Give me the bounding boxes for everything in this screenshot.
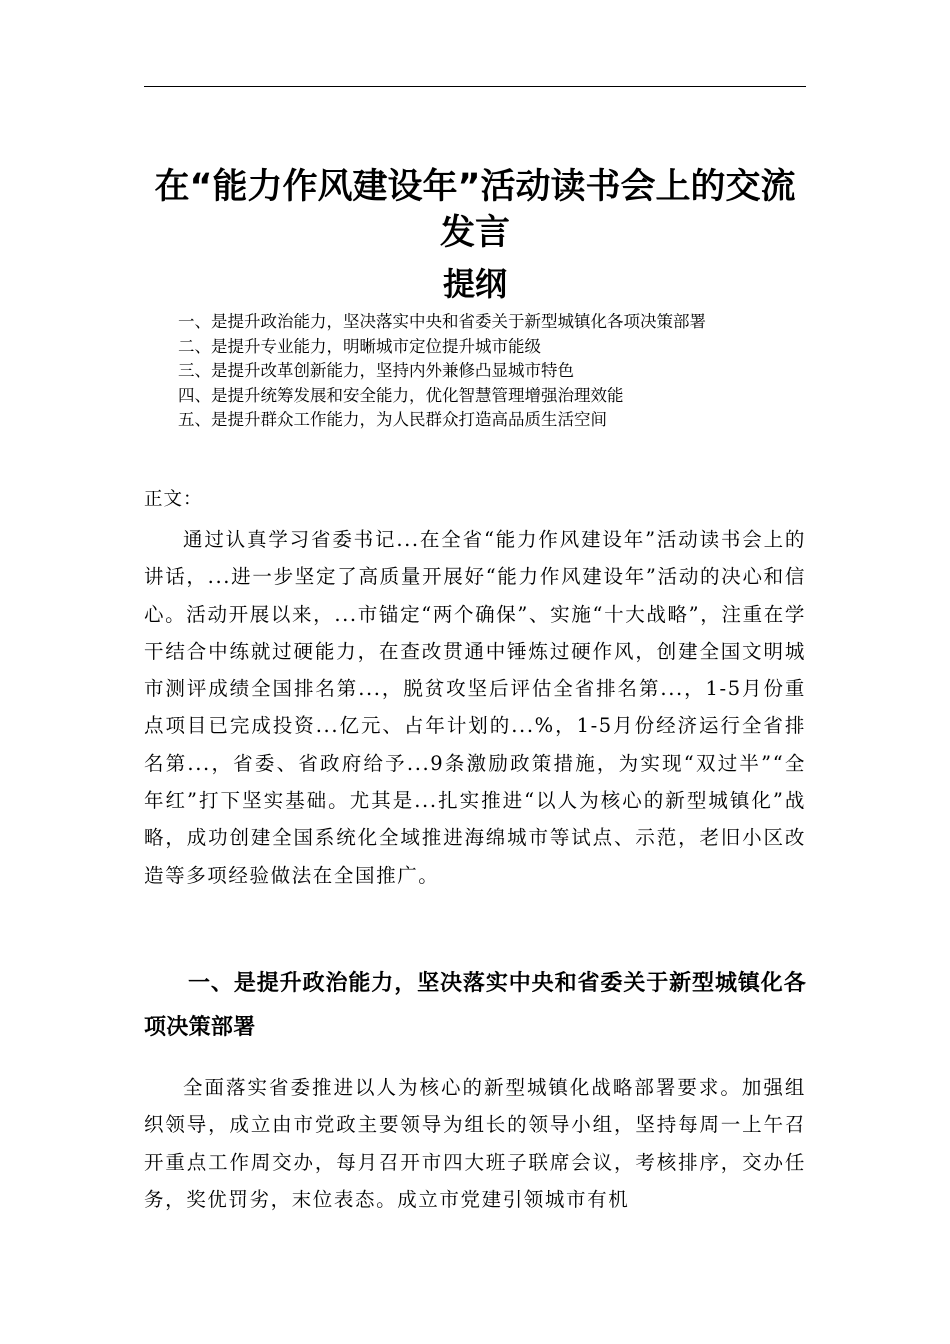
section-1-paragraph: 全面落实省委推进以人为核心的新型城镇化战略部署要求。加强组织领导，成立由市党政主要领导为组长的领导小组，坚持每周一上午召开重点工作周交办，每月召开市四大班子联席会议，考核排序，交办任务，奖优罚劣，末位表态。成立市党建引领城市有机 [144,1076,806,1211]
section-1-heading: 一、是提升政治能力，坚决落实中央和省委关于新型城镇化各项决策部署 [144,971,806,1040]
outline-item: 四、是提升统筹发展和安全能力，优化智慧管理增强治理效能 [178,385,624,405]
outline-item: 三、是提升改革创新能力，坚持内外兼修凸显城市特色 [178,361,574,380]
outline-item: 二、是提升专业能力，明晰城市定位提升城市能级 [178,336,541,356]
outline-item: 一、是提升政治能力，坚决落实中央和省委关于新型城镇化各项决策部署 [178,312,706,331]
outline-item: 五、是提升群众工作能力，为人民群众打造高品质生活空间 [178,410,607,429]
header-rule [144,86,806,87]
intro-paragraph: 通过认真学习省委书记...在全省“能力作风建设年”活动读书会上的讲话，...进一步坚定了高质量开展好“能力作风建设年”活动的决心和信心。活动开展以来，...市锚定“两个确保”、实施“十大战略”，注重在学干结合中练就过硬能力，在查改贯通中锤炼过硬作风，创建全国文明城市测评成绩全国排名第...，脱贫攻坚后评估全省排名第...，1-5月份重点项目已完成投资...亿元、占年计划的...%，1-5月份经济运行全省排名第...，省委、省政府给予...9条激励政策措施，为实现“双过半”“全年红”打下坚实基础。尤其是...扎实推进“以人为核心的新型城镇化”战略，成功创建全国系统化全域推进海绵城市等试点、示范，老旧小区改造等多项经验做法在全国推广。 [144,528,806,887]
document-title: 在“能力作风建设年”活动读书会上的交流发言 [154,167,796,253]
body-label: 正文： [144,489,203,510]
outline-list [178,310,818,433]
outline-heading: 提纲 [442,265,507,303]
